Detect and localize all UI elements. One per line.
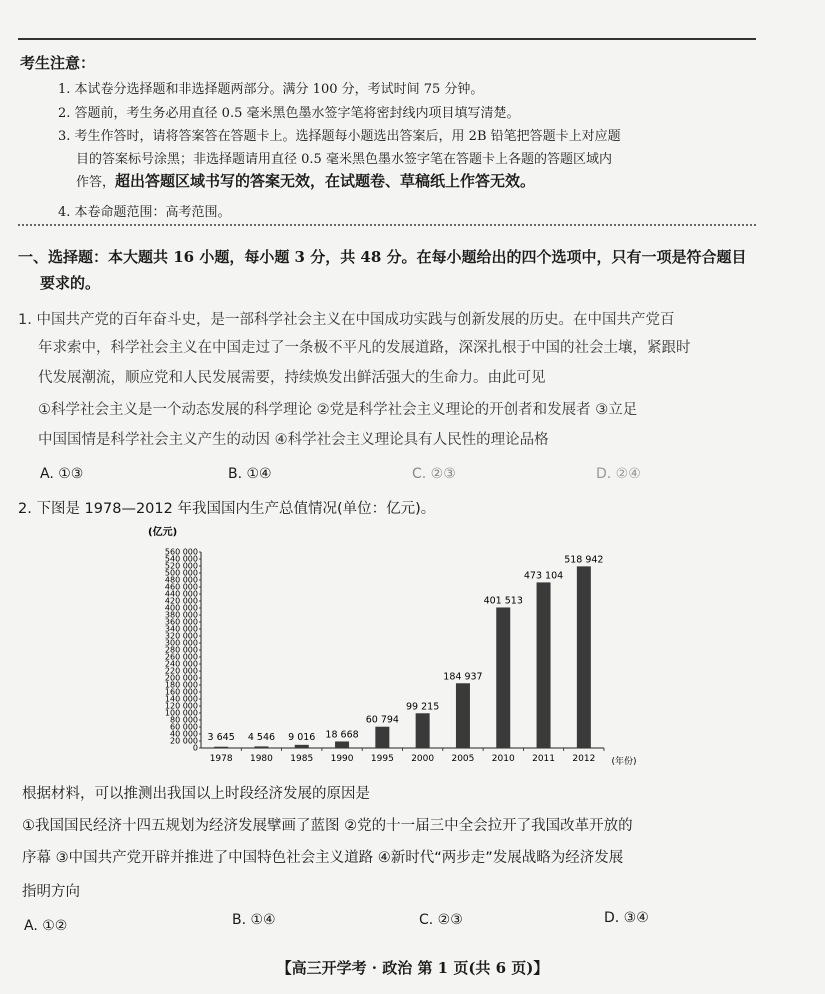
section-heading-cont: 要求的。: [40, 274, 101, 292]
notice-item-2: 2. 答题前，考生务必用直径 0.5 毫米黑色墨水签字笔将密封线内项目填写清楚。: [58, 106, 520, 121]
y-tick-label: 100 000: [164, 708, 198, 718]
x-tick-label: 1978: [209, 754, 233, 764]
data-label: 473 104: [523, 570, 564, 582]
data-label: 9 016: [288, 732, 316, 743]
question-1-line-1: 1. 中国共产党的百年奋斗史，是一部科学社会主义在中国成功实践与创新发展的历史。在中国共产党百: [18, 312, 675, 328]
y-tick-label: 400 000: [164, 603, 198, 613]
section-heading: 一、选择题：本大题共 16 小题，每小题 3 分，共 48 分。在每小题给出的四个选项中，只有一项是符合题目: [18, 248, 747, 266]
y-tick-label: 480 000: [164, 575, 198, 585]
bar-1990: [335, 741, 349, 748]
y-tick-label: 80 000: [170, 715, 198, 725]
question-1-line-5: 中国国情是科学社会主义产生的动因 ④科学社会主义理论具有人民性的理论品格: [38, 432, 549, 448]
data-label: 184 937: [443, 671, 483, 683]
x-tick-label: 2000: [411, 754, 435, 764]
x-axis-ticks: [210, 748, 604, 764]
question-2-line-2: ①我国国民经济十四五规划为经济发展擘画了蓝图 ②党的十一届三中全会拉开了我国改革开放的: [22, 818, 633, 834]
x-tick-label: 1990: [330, 754, 354, 764]
question-1-line-2: 年求索中，科学社会主义在中国走过了一条极不平凡的发展道路，深深扎根于中国的社会土壤，紧跟时: [38, 340, 691, 356]
notice-item-4: 4. 本卷命题范围：高考范围。: [58, 205, 231, 220]
y-tick-label: 500 000: [164, 568, 198, 578]
y-tick-label: 280 000: [164, 645, 198, 655]
dotted-divider: [18, 224, 756, 226]
question-1-line-3: 代发展潮流，顺应党和人民发展需要，持续焕发出鲜活强大的生命力。由此可见: [38, 370, 546, 386]
bar-2011: [537, 582, 551, 748]
x-axis-label: (年份): [611, 757, 637, 767]
bar-1995: [375, 727, 389, 748]
x-tick-label: 2005: [451, 754, 475, 764]
question-2-stem: 2. 下图是 1978—2012 年我国国内生产总值情况(单位：亿元)。: [18, 501, 436, 517]
question-1-option-a: A. ①③: [40, 466, 84, 482]
y-tick-label: 120 000: [164, 701, 198, 711]
y-tick-label: 300 000: [164, 638, 198, 648]
data-label: 4 546: [247, 732, 276, 743]
y-tick-label: 140 000: [164, 694, 198, 704]
y-tick-label: 460 000: [164, 582, 198, 592]
x-tick-label: 2011: [532, 754, 556, 764]
question-1-option-c: C. ②③: [412, 466, 456, 482]
y-tick-label: 520 000: [164, 561, 198, 571]
y-tick-label: 60 000: [170, 722, 198, 732]
bar-1985: [295, 745, 309, 748]
y-tick-label: 440 000: [164, 589, 198, 599]
data-label: 60 794: [365, 714, 399, 726]
notice-item-1: 1. 本试卷分选择题和非选择题两部分。满分 100 分，考试时间 75 分钟。: [58, 82, 484, 97]
y-tick-label: 360 000: [164, 617, 198, 627]
y-tick-label: 220 000: [164, 666, 198, 676]
question-2-line-3: 序幕 ③中国共产党开辟并推进了中国特色社会主义道路 ④新时代“两步走”发展战略为经济发展: [22, 850, 624, 866]
notice-title: 考生注意：: [20, 54, 96, 72]
data-label: 401 513: [483, 595, 523, 607]
question-2-line-4: 指明方向: [22, 884, 80, 900]
notice-item-3-end: [76, 170, 535, 191]
y-axis-ticks: [165, 548, 201, 753]
page-footer: 【高三开学考 · 政治 第 1 页(共 6 页)】: [276, 959, 549, 977]
bar-2000: [416, 713, 430, 748]
question-2-prompt: 根据材料，可以推测出我国以上时段经济发展的原因是: [22, 786, 370, 802]
bar-1978: [214, 747, 228, 748]
data-label: 518 942: [564, 554, 604, 566]
y-tick-label: 320 000: [164, 631, 198, 641]
bar-2010: [496, 607, 510, 748]
y-tick-label: 540 000: [164, 554, 198, 564]
y-tick-label: 0: [192, 743, 198, 753]
question-1-line-4: ①科学社会主义是一个动态发展的科学理论 ②党是科学社会主义理论的开创者和发展者 ③立足: [38, 402, 638, 418]
question-2-option-b: B. ①④: [232, 912, 276, 928]
question-1-option-b: B. ①④: [228, 466, 272, 482]
notice-item-3-cont: 目的答案标号涂黑；非选择题请用直径 0.5 毫米黑色墨水签字笔在答题卡上各题的答题区域内: [76, 152, 612, 167]
question-2-option-c: C. ②③: [419, 912, 463, 928]
y-tick-label: 420 000: [164, 596, 198, 606]
data-label: 99 215: [406, 701, 440, 713]
x-tick-label: 2010: [491, 754, 515, 764]
x-tick-label: 2012: [572, 754, 596, 764]
y-tick-label: 340 000: [164, 624, 198, 634]
y-tick-label: 20 000: [170, 736, 198, 746]
notice-emphasis: 超出答题区域书写的答案无效，在试题卷、草稿纸上作答无效。: [115, 172, 536, 190]
bar-1980: [254, 746, 268, 748]
y-tick-label: 380 000: [164, 610, 198, 620]
question-1-option-d: D. ②④: [596, 466, 641, 482]
bar-2005: [456, 683, 470, 748]
y-tick-label: 240 000: [164, 659, 198, 669]
question-2-option-a: A. ①②: [24, 918, 68, 934]
y-axis-label: (亿元): [148, 527, 178, 538]
y-tick-label: 180 000: [164, 680, 198, 690]
notice-item-3-tail: 作答，: [76, 175, 116, 190]
x-tick-label: 1995: [370, 754, 394, 764]
y-tick-label: 200 000: [164, 673, 198, 683]
x-tick-label: 1980: [249, 754, 273, 764]
gdp-bar-chart: [140, 522, 660, 772]
bar-2012: [577, 566, 591, 748]
top-rule: [18, 38, 756, 40]
y-tick-label: 40 000: [170, 729, 198, 739]
bar-series: [208, 554, 604, 748]
y-tick-label: 560 000: [164, 547, 198, 557]
data-label: 18 668: [325, 729, 359, 741]
data-label: 3 645: [207, 732, 235, 743]
y-tick-label: 160 000: [164, 687, 198, 697]
question-2-option-d: D. ③④: [604, 910, 649, 926]
y-tick-label: 260 000: [164, 652, 198, 662]
x-tick-label: 1985: [290, 754, 314, 764]
notice-item-3: 3. 考生作答时，请将答案答在答题卡上。选择题每小题选出答案后，用 2B 铅笔把答题卡上对应题: [58, 129, 621, 144]
